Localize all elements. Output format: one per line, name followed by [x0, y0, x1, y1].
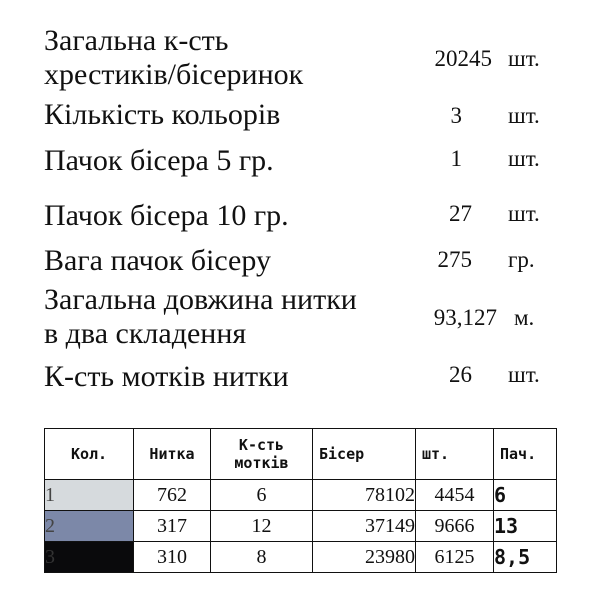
- header-skeins: К-сть мотків: [211, 429, 313, 480]
- skein-count: 6: [211, 480, 313, 511]
- bead-count: 9666: [416, 511, 494, 542]
- thread-code: 317: [134, 511, 211, 542]
- summary-unit-skeins: шт.: [508, 362, 540, 387]
- summary-unit-packs-5g: шт.: [508, 146, 540, 171]
- summary-value-pack-weight: 275: [437, 247, 472, 272]
- summary-unit-thread-length: м.: [514, 305, 535, 330]
- summary-value-packs-5g: 1: [450, 146, 462, 171]
- summary-label-packs-10g: Пачок бісера 10 гр.: [44, 199, 289, 232]
- summary-unit-color-count: шт.: [508, 103, 540, 128]
- summary-value-skeins: 26: [449, 362, 472, 387]
- color-table: [44, 428, 557, 573]
- header-thread: Нитка: [134, 429, 211, 480]
- summary-label-skeins: К-сть мотків нитки: [44, 360, 289, 393]
- summary-value-packs-10g: 27: [449, 201, 472, 226]
- skein-count: 12: [211, 511, 313, 542]
- header-color-number: Кол.: [45, 429, 134, 480]
- table-row: [45, 542, 557, 573]
- summary-unit-packs-10g: шт.: [508, 201, 540, 226]
- color-swatch: 2: [45, 511, 134, 542]
- summary-value-thread-length: 93,127: [433, 305, 497, 330]
- summary-unit-total-stitches: шт.: [508, 46, 540, 71]
- table-row: [45, 511, 557, 542]
- summary-label-thread-length: Загальна довжина нитки в два складення: [44, 283, 357, 350]
- header-packs: Пач.: [494, 429, 557, 480]
- pack-count: 13: [494, 511, 557, 542]
- summary-unit-pack-weight: гр.: [508, 247, 535, 272]
- summary-label-color-count: Кількість кольорів: [44, 98, 281, 131]
- pack-count: 8,5: [494, 542, 557, 573]
- table-header-row: [45, 429, 557, 480]
- summary-value-total-stitches: 20245: [434, 46, 492, 71]
- bead-code: 78102: [313, 480, 416, 511]
- summary-label-total-stitches: Загальна к-сть хрестиків/бісеринок: [44, 24, 304, 91]
- header-count: шт.: [416, 429, 494, 480]
- color-swatch: 3: [45, 542, 134, 573]
- header-bead: Бісер: [313, 429, 416, 480]
- bead-code: 37149: [313, 511, 416, 542]
- pack-count: 6: [494, 480, 557, 511]
- summary-label-packs-5g: Пачок бісера 5 гр.: [44, 144, 274, 177]
- summary-label-pack-weight: Вага пачок бісеру: [44, 244, 271, 277]
- thread-code: 762: [134, 480, 211, 511]
- thread-code: 310: [134, 542, 211, 573]
- bead-count: 6125: [416, 542, 494, 573]
- bead-count: 4454: [416, 480, 494, 511]
- bead-code: 23980: [313, 542, 416, 573]
- summary-value-color-count: 3: [450, 103, 462, 128]
- color-swatch: 1: [45, 480, 134, 511]
- table-row: [45, 480, 557, 511]
- skein-count: 8: [211, 542, 313, 573]
